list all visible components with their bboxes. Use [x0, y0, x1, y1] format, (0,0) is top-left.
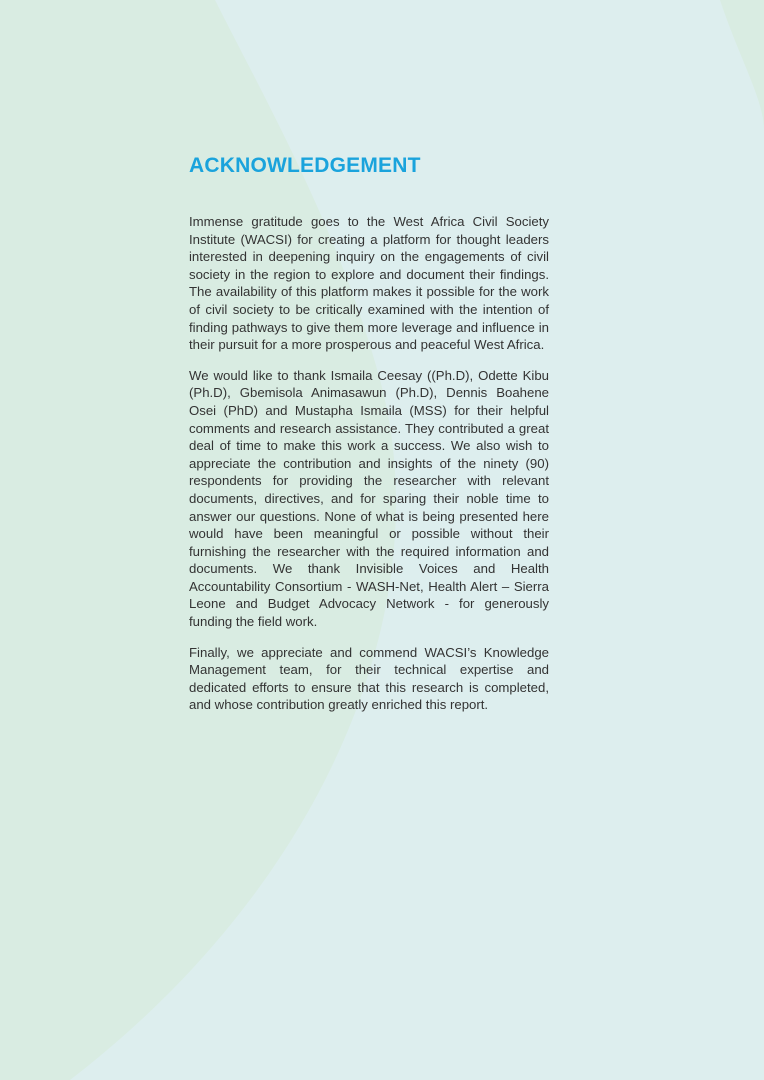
paragraph-3: Finally, we appreciate and commend WACSI’s Knowledge Management team, for their technical expertise and dedicated efforts to ensure that this research is completed, and whose contribution greatly enriched this report.	[189, 644, 549, 713]
paragraph-1: Immense gratitude goes to the West Africa Civil Society Institute (WACSI) for creating a platform for thought leaders interested in deepening inquiry on the engagements of civil society in the region to explore and document their findings. The availability of this platform makes it possible for the work of civil society to be critically examined with the intention of finding pathways to give them more leverage and influence in their pursuit for a more prosperous and peaceful West Africa.	[189, 214, 549, 353]
page-title: ACKNOWLEDGEMENT	[189, 154, 421, 177]
paragraph-2: We would like to thank Ismaila Ceesay ((Ph.D), Odette Kibu (Ph.D), Gbemisola Animasawun (Ph.D), Dennis Boahene Osei (PhD) and Mustapha Ismaila (MSS) for their helpful comments and research assistance. They contributed a great deal of time to make this work a success. We also wish to appreciate the contribution and insights of the ninety (90) respondents for providing the researcher with relevant documents, directives, and for sparing their noble time to answer our questions. None of what is being presented here would have been meaningful or possible without their furnishing the researcher with the required information and documents. We thank Invisible Voices and Health Accountability Consortium - WASH-Net, Health Alert – Sierra Leone and Budget Advocacy Network - for generously funding the field work.	[189, 367, 549, 630]
acknowledgement-section	[189, 152, 549, 727]
body-text	[189, 213, 549, 714]
